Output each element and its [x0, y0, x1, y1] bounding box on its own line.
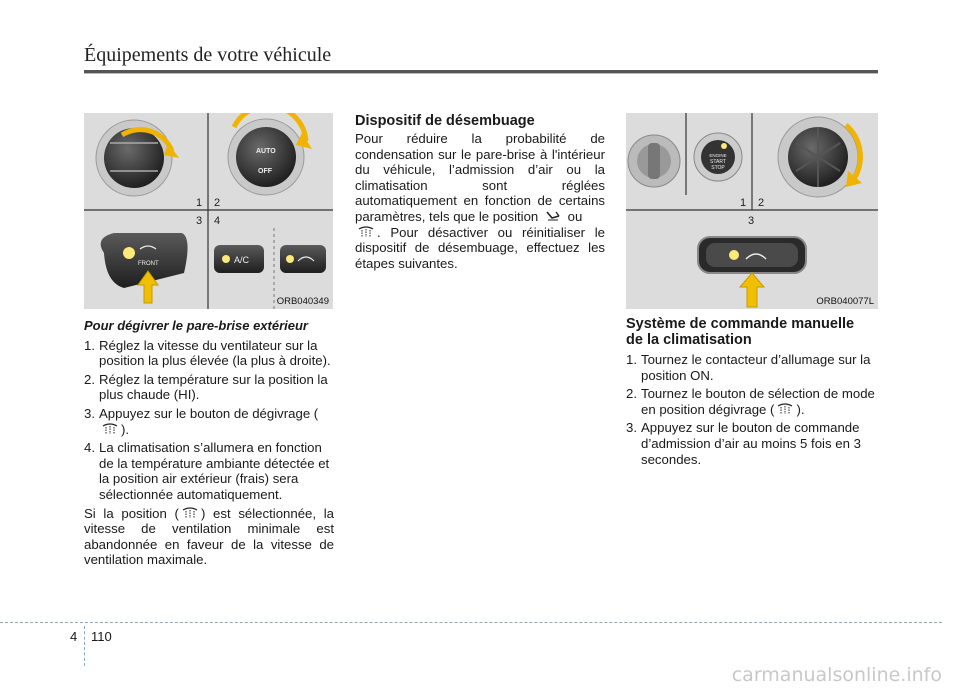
footer-rule	[0, 622, 942, 623]
list-item: 1. Réglez la vitesse du ventilateur sur la position la plus élevée (la plus à droite).	[84, 337, 331, 369]
defogging-paragraph: Pour réduire la probabilité de condensation sur le pare-brise à l'intérieur du véhicule, l’admission d’air ou la climatisation sont réglées automatiquement en fonction de certains paramètres, tels que le position ou . Pour désactiver ou réinitialiser le dispositif de désembuage, effectuez les étapes suivantes.	[355, 131, 605, 271]
front-defrost-button-illustration	[101, 233, 188, 303]
list-item: 4. La climatisation s’allumera en fonction de la température ambiante détectée et la position air extérieur (frais) sera sélectionnée automatiquement.	[84, 440, 330, 502]
defrost-steps-list	[84, 338, 334, 503]
recirc-button-illustration	[280, 245, 326, 273]
list-item: 3. Appuyez sur le bouton de dégivrage ().	[84, 405, 319, 437]
callout-2: 2	[214, 197, 221, 209]
subheading-defrost-outside: Pour dégivrer le pare-brise extérieur	[84, 318, 308, 333]
temperature-knob	[228, 113, 312, 195]
start-label-2: START	[710, 159, 726, 165]
auto-label: AUTO	[256, 148, 276, 155]
figure-climate-controls	[84, 113, 333, 309]
figure-label-left: ORB040349	[276, 296, 329, 307]
heading-defogging: Dispositif de désembuage	[355, 113, 535, 129]
floor-defrost-icon	[544, 210, 562, 222]
callout-1: 1	[740, 197, 747, 209]
figure-label-right: ORB040077L	[816, 296, 874, 307]
ignition-switch-illustration	[628, 135, 680, 187]
fan-speed-knob	[96, 120, 179, 196]
front-label: FRONT	[138, 261, 159, 267]
left-column-text	[84, 318, 334, 571]
defrost-note: Si la position ( ) est sélectionnée, la vitesse de ventilation minimale est abandonnée en faveur de la vitesse de ventilation maximale.	[84, 505, 334, 568]
manual-climate-steps-list	[626, 352, 878, 467]
defrost-icon	[181, 507, 199, 519]
watermark: carmanualsonline.info	[731, 664, 942, 686]
air-intake-button-illustration	[698, 237, 806, 307]
start-label-3: STOP	[711, 165, 725, 171]
ignition-mode-illustration	[626, 113, 878, 309]
list-item: 1. Tournez le contacteur d’allumage sur la position ON.	[626, 352, 871, 383]
list-item: 2. Réglez la température sur la position la plus chaude (HI).	[84, 371, 328, 403]
footer-divider	[84, 626, 85, 666]
climate-controls-illustration	[84, 113, 333, 309]
off-label: OFF	[258, 168, 272, 175]
callout-4: 4	[214, 215, 221, 227]
list-item: 2. Tournez le bouton de sélection de mode en position dégivrage ( ).	[626, 386, 875, 417]
ac-label: A/C	[234, 255, 250, 265]
ac-button-illustration	[214, 245, 264, 273]
defrost-icon	[357, 226, 375, 238]
heading-manual-climate: Système de commande manuelle de la climatisation	[626, 316, 855, 348]
defrost-icon	[101, 423, 119, 435]
page-header-title: Équipements de votre véhicule	[84, 44, 332, 66]
callout-3: 3	[196, 215, 203, 227]
middle-column-text	[355, 113, 605, 274]
callout-1: 1	[196, 197, 203, 209]
page-number: 110	[91, 629, 112, 644]
callout-3: 3	[748, 215, 755, 227]
start-stop-button-illustration	[694, 133, 742, 181]
right-column-text	[626, 316, 878, 470]
callout-2: 2	[758, 197, 765, 209]
defrost-icon	[776, 403, 794, 415]
start-label-1: ENGINE	[709, 153, 727, 158]
figure-ignition-mode	[626, 113, 878, 309]
list-item: 3. Appuyez sur le bouton de commande d’admission d’air au moins 5 fois en 3 secondes.	[626, 420, 861, 467]
mode-selection-knob	[778, 117, 862, 197]
chapter-number: 4	[70, 629, 78, 644]
header-rule-thin	[84, 73, 878, 74]
